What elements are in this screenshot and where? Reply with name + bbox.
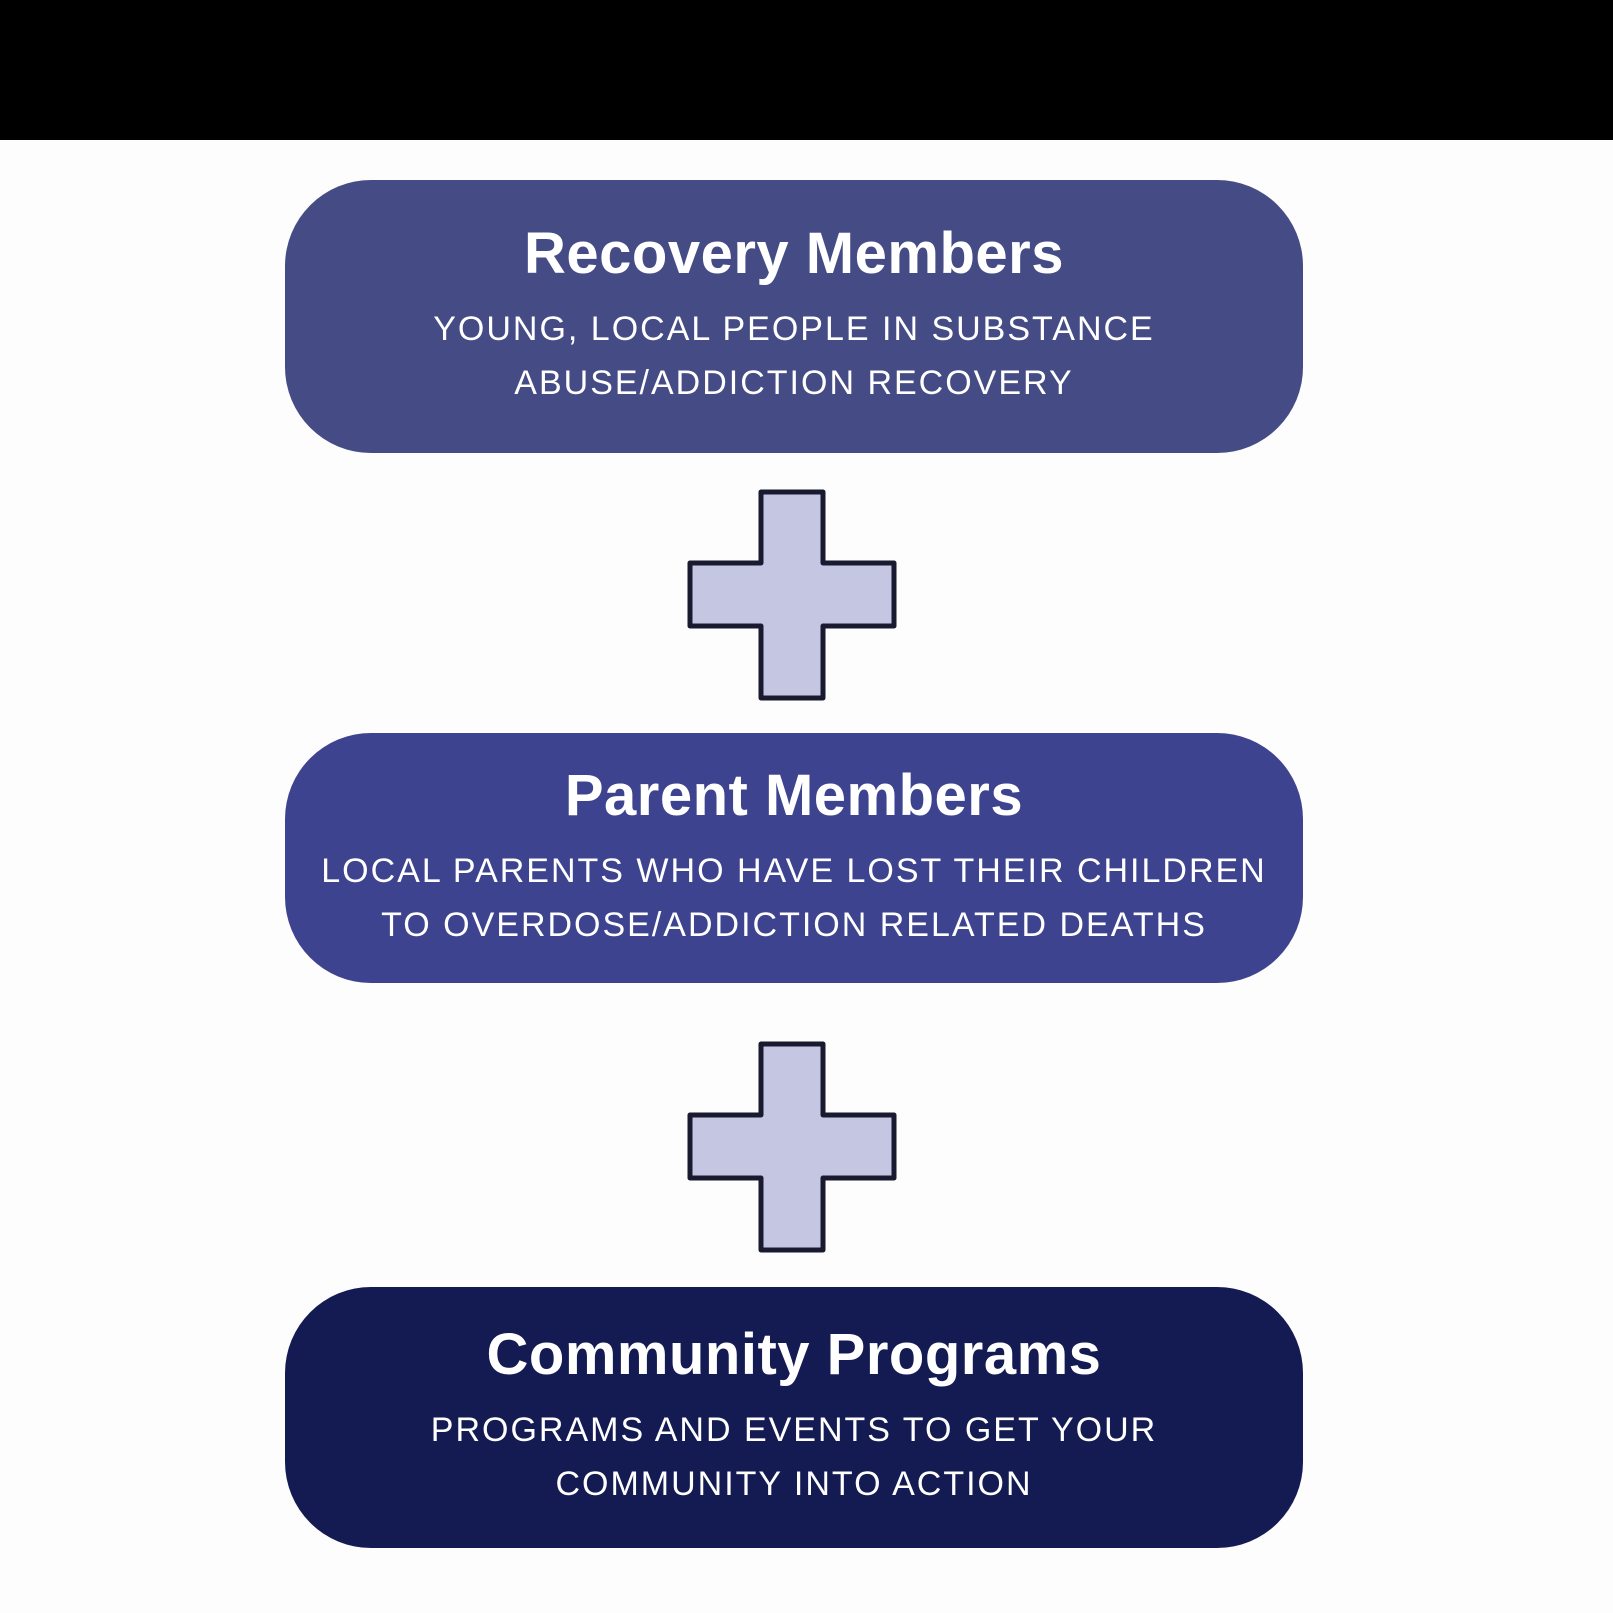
plus-icon [686,488,898,702]
parent-members-subtitle [321,844,1267,953]
community-programs-box [285,1287,1303,1548]
subtitle-line: TO OVERDOSE/ADDICTION RELATED DEATHS [381,905,1207,944]
parent-members-title: Parent Members [564,762,1024,828]
recovery-members-subtitle [433,302,1155,411]
subtitle-line: YOUNG, LOCAL PEOPLE IN SUBSTANCE [433,310,1155,348]
subtitle-line: ABUSE/ADDICTION RECOVERY [514,364,1074,403]
subtitle-line: COMMUNITY INTO ACTION [555,1465,1033,1504]
recovery-members-box [285,180,1303,453]
parent-members-box [285,733,1303,983]
subtitle-line: LOCAL PARENTS WHO HAVE LOST THEIR CHILDREN [321,851,1267,890]
community-programs-title: Community Programs [486,1322,1102,1388]
plus-icon [686,1040,898,1254]
community-programs-subtitle [431,1403,1157,1512]
plus-icon-shape [690,492,894,698]
subtitle-line: PROGRAMS AND EVENTS TO GET YOUR [430,1411,1158,1449]
letterbox-bar [0,0,1613,140]
recovery-members-title: Recovery Members [524,221,1064,287]
plus-icon-shape [690,1044,894,1250]
